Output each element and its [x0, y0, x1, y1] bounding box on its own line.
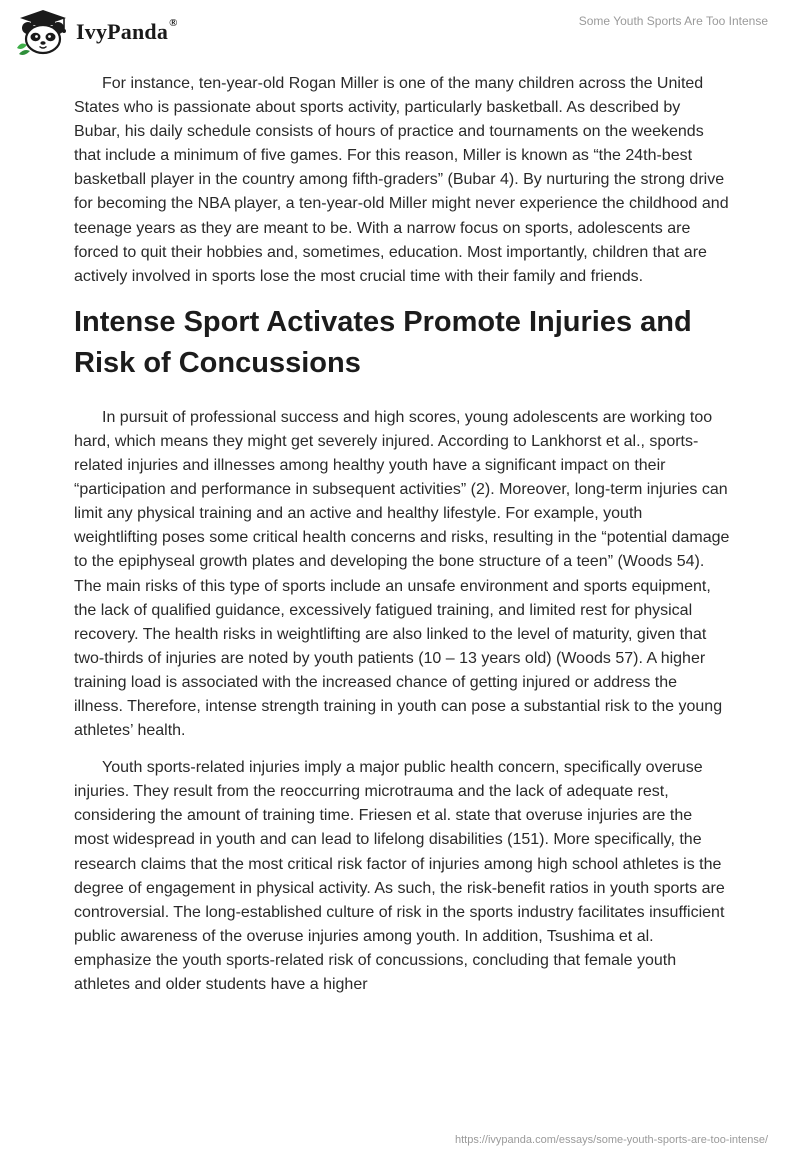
paragraph: Youth sports-related injuries imply a major public health concern, specifically overuse injuries. They result from the reoccurring microtrauma and the lack of adequate rest, considering the amount of training time. Friesen et al. state that overuse injuries are the most widespread in youth and can lead to lifelong disabilities (151). More specifically, the research claims that the most critical risk factor of injuries among high school athletes is the degree of engagement in physical activity. As such, the risk-benefit ratios in youth sports are controversial. The long-established culture of risk in the sports industry facilitates insufficient public awareness of the overuse injuries among youth. In addition, Tsushima et al. emphasize the youth sports-related risk of concussions, concluding that female youth athletes and older students have a higher [74, 759, 725, 993]
brand-logo[interactable] [14, 8, 178, 56]
page-header [0, 0, 800, 60]
registered-mark: ® [169, 17, 178, 29]
source-url[interactable]: https://ivypanda.com/essays/some-youth-sports-are-too-intense/ [454, 1134, 768, 1146]
paragraph: In pursuit of professional success and high scores, young adolescents are working too hard, which means they might get severely injured. According to Lankhorst et al., sports-related injuries and illnesses among healthy youth have a significant impact on their “participation and performance in subsequent activities” (2). Moreover, long-term injuries can limit any physical training and an active and healthy lifestyle. For example, youth weightlifting poses some critical health concerns and risks, resulting in the “potential damage to the epiphyseal growth plates and developing the bone structure of a teen” (Woods 54). The main risks of this type of sports include an unsafe environment and sports equipment, the lack of qualified guidance, excessively fatigued training, and limited rest for physical recovery. The health risks in weightlifting are also linked to the level of maturity, given that two-thirds of injuries are noted by youth patients (10 – 13 years old) (Woods 57). A higher training load is associated with the increased chance of getting injured or address the illness. Therefore, intense strength training in youth can pose a substantial risk to the young athletes’ health. [74, 408, 730, 740]
essay-title: Some Youth Sports Are Too Intense [578, 14, 768, 28]
panda-graduate-icon [14, 8, 72, 56]
paragraph: For instance, ten-year-old Rogan Miller is one of the many children across the United States who is passionate about sports activity, particularly basketball. As described by Bubar, his daily schedule consists of hours of practice and tournaments on the weekends that include a minimum of five games. For this reason, Miller is known as “the 24th-best basketball player in the country among fifth-graders” (Bubar 4). By nurturing the strong drive for becoming the NBA player, a ten-year-old Miller might never experience the childhood and teenage years as they are meant to be. With a narrow focus on sports, adolescents are forced to quit their hobbies and, sometimes, education. Most importantly, children that are actively involved in sports lose the most crucial time with their family and friends. [74, 75, 729, 285]
essay-body [74, 72, 730, 1010]
brand-name: IvyPanda® [76, 17, 178, 44]
section-heading: Intense Sport Activates Promote Injuries and Risk of Concussions [74, 305, 692, 379]
